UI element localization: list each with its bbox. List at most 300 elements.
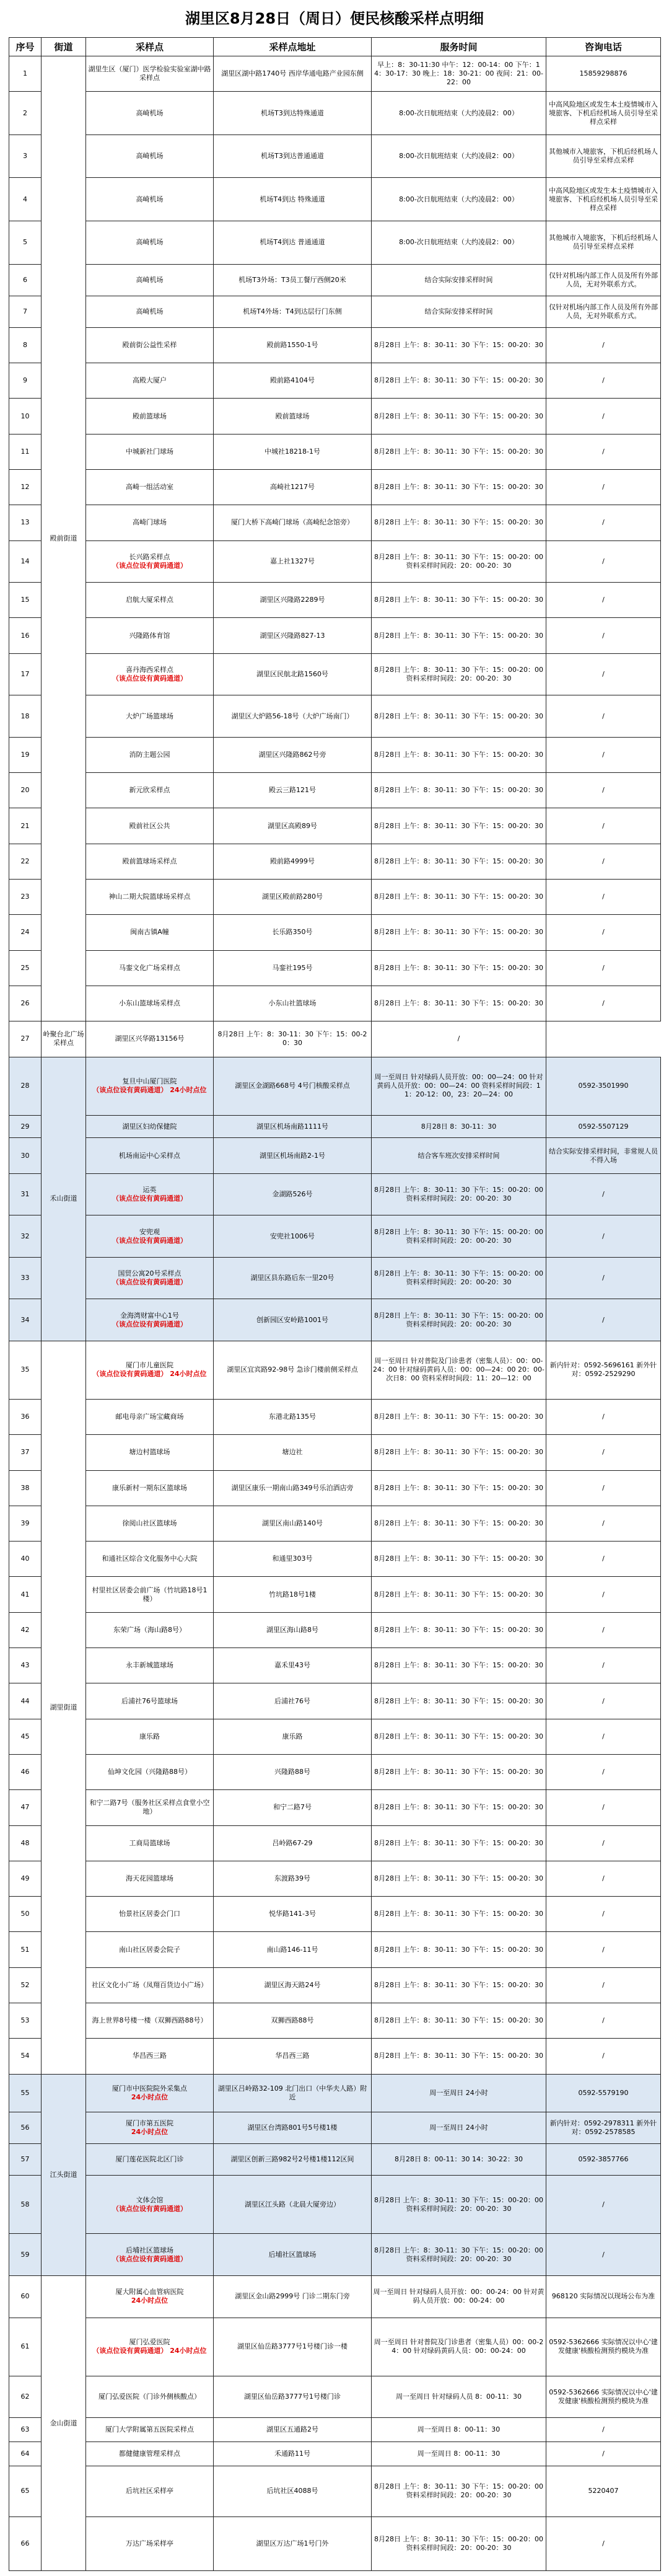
cell-time: 8月28日 上午：8：30-11：30 下午：15：00-20：30: [372, 915, 546, 950]
cell-seq: 63: [9, 2418, 42, 2442]
table-row: [9, 1967, 661, 2003]
cell-time: 8月28日 上午：8：30-11：30 下午：15：00-20：30: [372, 1967, 546, 2003]
cell-site: [86, 2176, 214, 2234]
cell-phone: /: [546, 327, 661, 363]
site-note: （该点位设有黄码通道）: [112, 2204, 187, 2213]
cell-seq: 9: [9, 363, 42, 399]
cell-seq: 65: [9, 2466, 42, 2516]
cell-phone: 0592-5579190: [546, 2074, 661, 2112]
cell-time: 8月28日 上午：8：30-11：30 下午：15：00-20：30: [372, 1506, 546, 1541]
cell-address: 金湖路526号: [214, 1173, 372, 1215]
table-row: [9, 2318, 661, 2376]
cell-phone: /: [546, 1470, 661, 1506]
site-name: 大炉广场篮球场: [126, 712, 173, 720]
site-name: 文体会馆: [136, 2195, 164, 2204]
cell-site: [86, 1400, 214, 1435]
cell-time: 8:00-次日航班结束（大约凌晨2：00）: [372, 92, 546, 135]
cell-site: [86, 1138, 214, 1173]
cell-address: 后埔社区篮球场: [214, 2234, 372, 2276]
cell-site: [86, 2318, 214, 2376]
cell-phone: /: [546, 618, 661, 653]
cell-address: 湖里区仙岳路3777号1号楼门诊: [214, 2376, 372, 2418]
cell-phone: 仅针对机场内部工作人员及所有外部人员，无对外联系方式。: [546, 296, 661, 327]
cell-site: [86, 1470, 214, 1506]
cell-site: [86, 844, 214, 879]
table-row: [9, 1861, 661, 1896]
cell-site: [86, 1825, 214, 1861]
cell-address: 湖里区金山路2999号 门诊二期东门旁: [214, 2276, 372, 2318]
cell-site: [86, 2418, 214, 2442]
cell-time: 周一至周日 8：00-11：30: [372, 2442, 546, 2466]
cell-phone: /: [546, 1435, 661, 1470]
cell-time: 8月28日 上午：8：30-11：30 下午：15：00-20：30: [372, 844, 546, 879]
site-name: 康乐新村一期东区篮球场: [112, 1483, 187, 1492]
table-row: [9, 221, 661, 264]
cell-site: [86, 92, 214, 135]
site-note: （该点位设有黄码通道）: [112, 561, 187, 570]
cell-street: 禾山街道: [42, 1057, 86, 1341]
table-row: [9, 399, 661, 434]
cell-seq: 22: [9, 844, 42, 879]
table-row: [9, 2466, 661, 2516]
site-name: 机场南运中心采样点: [119, 1151, 180, 1160]
cell-phone: /: [546, 1967, 661, 2003]
cell-time: 8月28日 上午：8：30-11：30 下午：15：00-20：30: [372, 583, 546, 618]
site-note: （该点位设有黄码通道）: [112, 2254, 187, 2263]
cell-phone: /: [546, 2003, 661, 2039]
table-row: [9, 470, 661, 505]
table-row: [9, 773, 661, 808]
site-name: 东荣广场（海山路8号）: [113, 1625, 186, 1634]
site-name: 岭聚台北广场采样点: [43, 1030, 84, 1048]
cell-phone: /: [546, 653, 661, 695]
cell-address: 马銮社195号: [214, 950, 372, 986]
table-row: [9, 1299, 661, 1341]
cell-seq: 24: [9, 915, 42, 950]
cell-time: 8月28日 上午：8：30-11：30 下午：15：00-20：30: [372, 327, 546, 363]
cell-seq: 6: [9, 264, 42, 296]
cell-street: 湖里街道: [42, 1341, 86, 2074]
cell-address: 机场T3外场：T3员工餐厅西侧20米: [214, 264, 372, 296]
cell-time: 8月28日 上午：8：30-11：30 下午：15：00-20：30: [372, 505, 546, 540]
cell-phone: /: [546, 505, 661, 540]
cell-phone: 中高风险地区或发生本土疫情城市入境旅客、下机后经机场人员引导至采样点采样: [546, 92, 661, 135]
cell-seq: 37: [9, 1435, 42, 1470]
cell-time: 8月28日 上午：8：30-11：30 下午：15：00-20：30: [372, 1612, 546, 1647]
table-row: [9, 1754, 661, 1789]
site-name: 南山社区居委会院子: [119, 1945, 180, 1954]
table-row: [9, 1897, 661, 1932]
cell-phone: /: [546, 1683, 661, 1719]
site-name: 海上世界8号楼一楼（双狮西路88号）: [92, 2016, 208, 2025]
table-row: [9, 56, 661, 92]
cell-time: 8:00-次日航班结束（大约凌晨2：00）: [372, 221, 546, 264]
cell-site: [86, 1754, 214, 1789]
cell-site: [86, 1967, 214, 2003]
cell-seq: 31: [9, 1173, 42, 1215]
cell-phone: /: [546, 1577, 661, 1612]
cell-time: 8月28日 上午：8：30-11：30 下午：15：00-20：30: [372, 2003, 546, 2039]
cell-address: 湖里区海天路24号: [214, 1967, 372, 2003]
cell-phone: 新内针对：0592-2978311 新外针对：0592-2578585: [546, 2112, 661, 2144]
site-name: 后埔社区篮球场: [126, 2246, 173, 2254]
table-row: [9, 1021, 661, 1057]
site-name: 马銮文化广场采样点: [119, 963, 180, 972]
site-name: 殿前篮球场: [133, 412, 167, 420]
site-name: 殿前社区公共: [129, 821, 170, 830]
cell-seq: 61: [9, 2318, 42, 2376]
cell-phone: /: [546, 1825, 661, 1861]
cell-street: 殿前街道: [42, 56, 86, 1021]
cell-phone: /: [546, 1299, 661, 1341]
cell-address: 中城社18218-1号: [214, 434, 372, 469]
cell-site: [86, 2112, 214, 2144]
table-row: [9, 1542, 661, 1577]
cell-site: [86, 1173, 214, 1215]
cell-time: 8月28日 上午：8：30-11：30 下午：15：00-20：30: [372, 399, 546, 434]
cell-site: [86, 1612, 214, 1647]
cell-address: 殿云三路121号: [214, 773, 372, 808]
cell-time: 8月28日 上午：8：30-11：30 下午：15：00-20：30: [372, 1400, 546, 1435]
site-name: 厦门大学附属第五医院采样点: [105, 2425, 194, 2434]
cell-site: [86, 470, 214, 505]
table-row: [9, 880, 661, 915]
cell-site: [86, 2039, 214, 2074]
cell-address: 嘉上社1327号: [214, 540, 372, 583]
site-name: 邮电母亲广场宝藏商场: [115, 1413, 184, 1421]
header-cell: 采样点地址: [214, 38, 372, 56]
cell-seq: 7: [9, 296, 42, 327]
cell-address: 湖里区金湖路668号 4号门核酸采样点: [214, 1057, 372, 1115]
cell-site: [86, 135, 214, 178]
table-row: [9, 2276, 661, 2318]
table-row: [9, 178, 661, 221]
cell-phone: 仅针对机场内部工作人员及所有外部人员，无对外联系方式。: [546, 264, 661, 296]
table-row: [9, 1683, 661, 1719]
site-name: 塘边村篮球场: [129, 1448, 170, 1457]
site-name: 工商局篮球场: [129, 1838, 170, 1847]
table-row: [9, 2003, 661, 2039]
cell-phone: 中高风险地区或发生本土疫情城市入境旅客、下机后经机场人员引导至采样点采样: [546, 178, 661, 221]
site-name: 国贸公寓20号采样点: [118, 1269, 181, 1278]
header-cell: 采样点: [86, 38, 214, 56]
site-name: 厦门弘爱医院: [129, 2338, 170, 2347]
cell-phone: /: [546, 1400, 661, 1435]
site-name: 小东山篮球场采样点: [119, 999, 180, 1008]
cell-site: [86, 1257, 214, 1299]
cell-phone: /: [546, 2176, 661, 2234]
cell-address: 湖里区兴隆路827-13: [214, 618, 372, 653]
cell-address: 南山路146-11号: [214, 1932, 372, 1967]
table-row: [9, 1435, 661, 1470]
table-row: [9, 1612, 661, 1647]
cell-site: [86, 1683, 214, 1719]
cell-address: 殿前路1550-1号: [214, 327, 372, 363]
cell-seq: 64: [9, 2442, 42, 2466]
site-name: 徐阅山社区篮球场: [122, 1519, 177, 1528]
cell-address: 机场T4到达 普通通道: [214, 221, 372, 264]
site-name: 高崎门球场: [133, 518, 167, 527]
cell-address: 东渡路39号: [214, 1861, 372, 1896]
site-note: 24小时点位: [131, 2128, 168, 2137]
cell-address: 湖里区兴隆路2289号: [214, 583, 372, 618]
site-name: 厦门市中医院院外采集点: [112, 2084, 187, 2093]
cell-seq: 62: [9, 2376, 42, 2418]
site-name: 和通社区综合文化服务中心大院: [102, 1555, 198, 1563]
cell-phone: 15859298876: [546, 56, 661, 92]
cell-site: [86, 1897, 214, 1932]
table-row: [9, 2176, 661, 2234]
cell-seq: 44: [9, 1683, 42, 1719]
cell-address: 后浦社76号: [214, 1683, 372, 1719]
table-row: [9, 1115, 661, 1138]
cell-time: 周一至周日 针对普院及门诊患者（密集人员）：00：00-24：00 针对绿码黄码人员：00：00—24：00 20：00-次日8：00 资料采样时间段：11：20—12：00: [372, 1341, 546, 1399]
cell-time: 8:00-次日航班结束（大约凌晨2：00）: [372, 178, 546, 221]
site-name: 闽南古镇A幢: [130, 928, 169, 937]
cell-phone: /: [546, 1542, 661, 1577]
cell-address: 湖里区高殿89号: [214, 808, 372, 844]
cell-address: 殿前路4999号: [214, 844, 372, 879]
cell-address: 湖里区县东路后东一里20号: [214, 1257, 372, 1299]
table-row: [9, 1215, 661, 1258]
cell-address: 悦华路141-3号: [214, 1897, 372, 1932]
table-row: [9, 1173, 661, 1215]
cell-phone: /: [546, 773, 661, 808]
cell-time: 周一至周日 8：00-11：30: [372, 2418, 546, 2442]
cell-address: 和通里303号: [214, 1542, 372, 1577]
cell-time: 8月28日 上午：8：30-11：30 下午：15：00-20：30: [372, 737, 546, 772]
site-name: 高崎机场: [136, 238, 164, 247]
cell-seq: 16: [9, 618, 42, 653]
cell-site: [86, 2074, 214, 2112]
cell-seq: 10: [9, 399, 42, 434]
cell-seq: 21: [9, 808, 42, 844]
cell-seq: 41: [9, 1577, 42, 1612]
table-row: [9, 1790, 661, 1825]
site-name: 华昌西三路: [133, 2052, 167, 2060]
cell-address: 机场T3到达特殊通道: [214, 92, 372, 135]
table-row: [9, 2442, 661, 2466]
cell-phone: 其他城市入境旅客，下机后经机场人员引导至采样点采样: [546, 135, 661, 178]
cell-time: 8月28日 上午：8：30-11：30 下午：15：00-20：30: [372, 1932, 546, 1967]
cell-time: 周一至周日 针对绿码人员开放：00：00—24：00 针对黄码人员开放：00：00—24：00 资料采样时间段：11：20-12：00，23：20—24：00: [372, 1057, 546, 1115]
cell-seq: 8: [9, 327, 42, 363]
cell-seq: 40: [9, 1542, 42, 1577]
cell-seq: 47: [9, 1790, 42, 1825]
cell-seq: 3: [9, 135, 42, 178]
cell-time: 8月28日 上午：8：30-11：30 下午：15：00-20：30: [372, 618, 546, 653]
cell-time: 8月28日 上午：8：30-11：30 下午：15：00-20：00 资料采样时间段：20：00-20：30: [372, 2516, 546, 2570]
cell-time: 8月28日 上午：8：30-11：30 下午：15：00-20：30: [372, 363, 546, 399]
cell-seq: 57: [9, 2144, 42, 2176]
site-name: 高崎机场: [136, 195, 164, 203]
table-row: [9, 1341, 661, 1399]
cell-address: 安兜社1006号: [214, 1215, 372, 1258]
table-row: [9, 505, 661, 540]
cell-site: [86, 1435, 214, 1470]
cell-site: [86, 950, 214, 986]
site-name: 神山二期大院篮球场采样点: [108, 893, 191, 901]
site-name: 村里社区居委会前广场（竹坑路18号1楼）: [92, 1586, 208, 1603]
table-row: [9, 1470, 661, 1506]
cell-phone: /: [546, 1506, 661, 1541]
cell-seq: 51: [9, 1932, 42, 1967]
cell-site: [86, 618, 214, 653]
cell-phone: /: [546, 1861, 661, 1896]
table-row: [9, 653, 661, 695]
cell-seq: 14: [9, 540, 42, 583]
cell-address: 湖里区吕岭路32-109 北门出口（中华夫人路）附近: [214, 2074, 372, 2112]
table-row: [9, 1257, 661, 1299]
cell-site: [86, 264, 214, 296]
cell-time: 早上：8：30-11:30 中午：12：00-14：00 下午：14：30-17：30 晚上：18：30-21：00 夜间：21：00-22：00: [372, 56, 546, 92]
site-note: （该点位设有黄码通道） 24小时点位: [92, 2347, 207, 2355]
cell-phone: /: [546, 399, 661, 434]
cell-time: 结合实际安排采样时间: [372, 296, 546, 327]
cell-time: 8月28日 上午：8：30-11：30 下午：15：00-20：30: [372, 1897, 546, 1932]
cell-address: 兴隆路88号: [214, 1754, 372, 1789]
cell-address: 长乐路350号: [214, 915, 372, 950]
table-row: [9, 2074, 661, 2112]
table-row: [9, 695, 661, 738]
cell-address: 湖里区康乐一期南山路349号乐泊酒店旁: [214, 1470, 372, 1506]
cell-seq: 33: [9, 1257, 42, 1299]
cell-seq: 28: [9, 1057, 42, 1115]
cell-phone: 0592-5362666 实际情况以中心'建发健康'核酸检测预约模块为准: [546, 2318, 661, 2376]
cell-phone: 新内针对：0592-5696161 新外针对：0592-2529290: [546, 1341, 661, 1399]
table-row: [9, 264, 661, 296]
cell-seq: 19: [9, 737, 42, 772]
site-name: 仙坤文化园（兴隆路88号）: [108, 1768, 191, 1776]
site-note: （该点位设有黄码通道）: [112, 1278, 187, 1287]
table-row: [9, 363, 661, 399]
cell-address: 殿前篮球场: [214, 399, 372, 434]
cell-site: [86, 1299, 214, 1341]
cell-phone: /: [546, 1215, 661, 1258]
table-row: [9, 2234, 661, 2276]
site-name: 怡景社区居委会门口: [119, 1910, 180, 1918]
cell-phone: 0592-3857766: [546, 2144, 661, 2176]
table-row: [9, 1932, 661, 1967]
cell-site: [86, 1932, 214, 1967]
table-row: [9, 92, 661, 135]
cell-site: [86, 1719, 214, 1754]
cell-time: 8月28日 上午：8：30-11：30 下午：15：00-20：30: [372, 695, 546, 738]
cell-time: 周一至周日 24小时: [372, 2074, 546, 2112]
site-name: 高崎一组活动室: [126, 483, 173, 492]
cell-time: 8月28日 上午：8：30-11：30 下午：15：00-20：30: [372, 1435, 546, 1470]
cell-time: 8月28日 上午：8：30-11：30 下午：15：00-20：30: [372, 1719, 546, 1754]
site-name: 湖里区妇幼保健院: [122, 1122, 177, 1131]
cell-site: [86, 2516, 214, 2570]
sampling-table: [9, 37, 661, 2571]
cell-address: 湖里区宜宾路92-98号 急诊门楼前侧采样点: [214, 1341, 372, 1399]
site-name: 后坑社区采样亭: [126, 2487, 173, 2495]
cell-site: [86, 1215, 214, 1258]
cell-phone: /: [546, 1173, 661, 1215]
site-name: 消防主题公园: [129, 750, 170, 759]
cell-time: 8月28日 上午：8：30-11：30 下午：15：00-20：00 资料采样时间段：20：00-20：30: [372, 2234, 546, 2276]
cell-seq: 11: [9, 434, 42, 469]
cell-phone: /: [546, 1897, 661, 1932]
table-row: [9, 915, 661, 950]
header-cell: 咨询电话: [546, 38, 661, 56]
table-row: [9, 1138, 661, 1173]
table-row: [9, 2516, 661, 2570]
cell-site: [86, 773, 214, 808]
cell-time: 8月28日 上午：8：30-11：30 下午：15：00-20：30: [372, 1861, 546, 1896]
table-row: [9, 1057, 661, 1115]
cell-phone: 结合实际安排采样时间，非常规人员不得入场: [546, 1138, 661, 1173]
site-name: 和宁二路7号（服务社区采样点食堂小空地）: [89, 1799, 210, 1816]
header-cell: 服务时间: [372, 38, 546, 56]
cell-seq: 43: [9, 1648, 42, 1683]
table-row: [9, 540, 661, 583]
cell-phone: /: [546, 2516, 661, 2570]
site-name: 高崎机场: [136, 152, 164, 161]
cell-phone: 0592-5362666 实际情况以中心'建发健康'核酸检测预约模块为准: [546, 2376, 661, 2418]
cell-seq: 39: [9, 1506, 42, 1541]
cell-time: 8月28日 上午：8：30-11：30 下午：15：00-20：30: [372, 1648, 546, 1683]
cell-site: [86, 583, 214, 618]
cell-seq: 48: [9, 1825, 42, 1861]
table-row: [9, 618, 661, 653]
cell-site: [86, 2466, 214, 2516]
cell-seq: 59: [9, 2234, 42, 2276]
cell-address: 双狮西路88号: [214, 2003, 372, 2039]
cell-phone: /: [546, 986, 661, 1021]
cell-phone: /: [546, 470, 661, 505]
cell-time: 8月28日 上午：8：30-11：30 下午：15：00-20：00 资料采样时间段：20：00-20：30: [372, 1215, 546, 1258]
cell-street: 江头街道: [42, 2074, 86, 2275]
cell-time: 8月28日 上午：8：30-11：30 下午：15：00-20：30: [372, 434, 546, 469]
cell-phone: /: [546, 540, 661, 583]
cell-address: 湖里区万达广场1号门外: [214, 2516, 372, 2570]
cell-site: [86, 1648, 214, 1683]
cell-phone: /: [546, 880, 661, 915]
cell-site: [86, 1506, 214, 1541]
cell-time: 结合客车班次安排采样时间: [372, 1138, 546, 1173]
cell-seq: 13: [9, 505, 42, 540]
site-note: （该点位设有黄码通道）: [112, 1236, 187, 1245]
cell-time: 8月28日 上午：8：30-11：30 下午：15：00-20：30: [372, 880, 546, 915]
cell-phone: /: [546, 2418, 661, 2442]
cell-site: [86, 434, 214, 469]
site-note: （该点位设有黄码通道）: [112, 674, 187, 683]
cell-address: 康乐路: [214, 1719, 372, 1754]
cell-site: [86, 695, 214, 738]
cell-seq: 12: [9, 470, 42, 505]
site-name: 长兴路采样点: [129, 552, 170, 561]
site-name: 万达广场采样亭: [126, 2539, 173, 2547]
cell-site: [86, 2442, 214, 2466]
cell-phone: 5220407: [546, 2466, 661, 2516]
cell-site: [86, 1057, 214, 1115]
site-name: 复旦中山厦门医院: [122, 1077, 177, 1086]
cell-phone: /: [546, 1719, 661, 1754]
table-row: [9, 2376, 661, 2418]
table-row: [9, 2039, 661, 2074]
cell-time: 8月28日 上午：8：30-11：30 下午：15：00-20：30: [372, 1542, 546, 1577]
cell-time: 8月28日 上午：8：30-11：30 下午：15：00-20：30: [372, 1683, 546, 1719]
cell-address: 塘边社: [214, 1435, 372, 1470]
cell-site: [86, 880, 214, 915]
header-row: [9, 38, 661, 56]
cell-time: 8月28日 上午：8：30-11：30 下午：15：00-20：00 资料采样时间段：20：00-20：30: [372, 653, 546, 695]
site-name: 兴隆路体育馆: [129, 631, 170, 640]
cell-phone: /: [546, 1612, 661, 1647]
cell-phone: /: [546, 695, 661, 738]
